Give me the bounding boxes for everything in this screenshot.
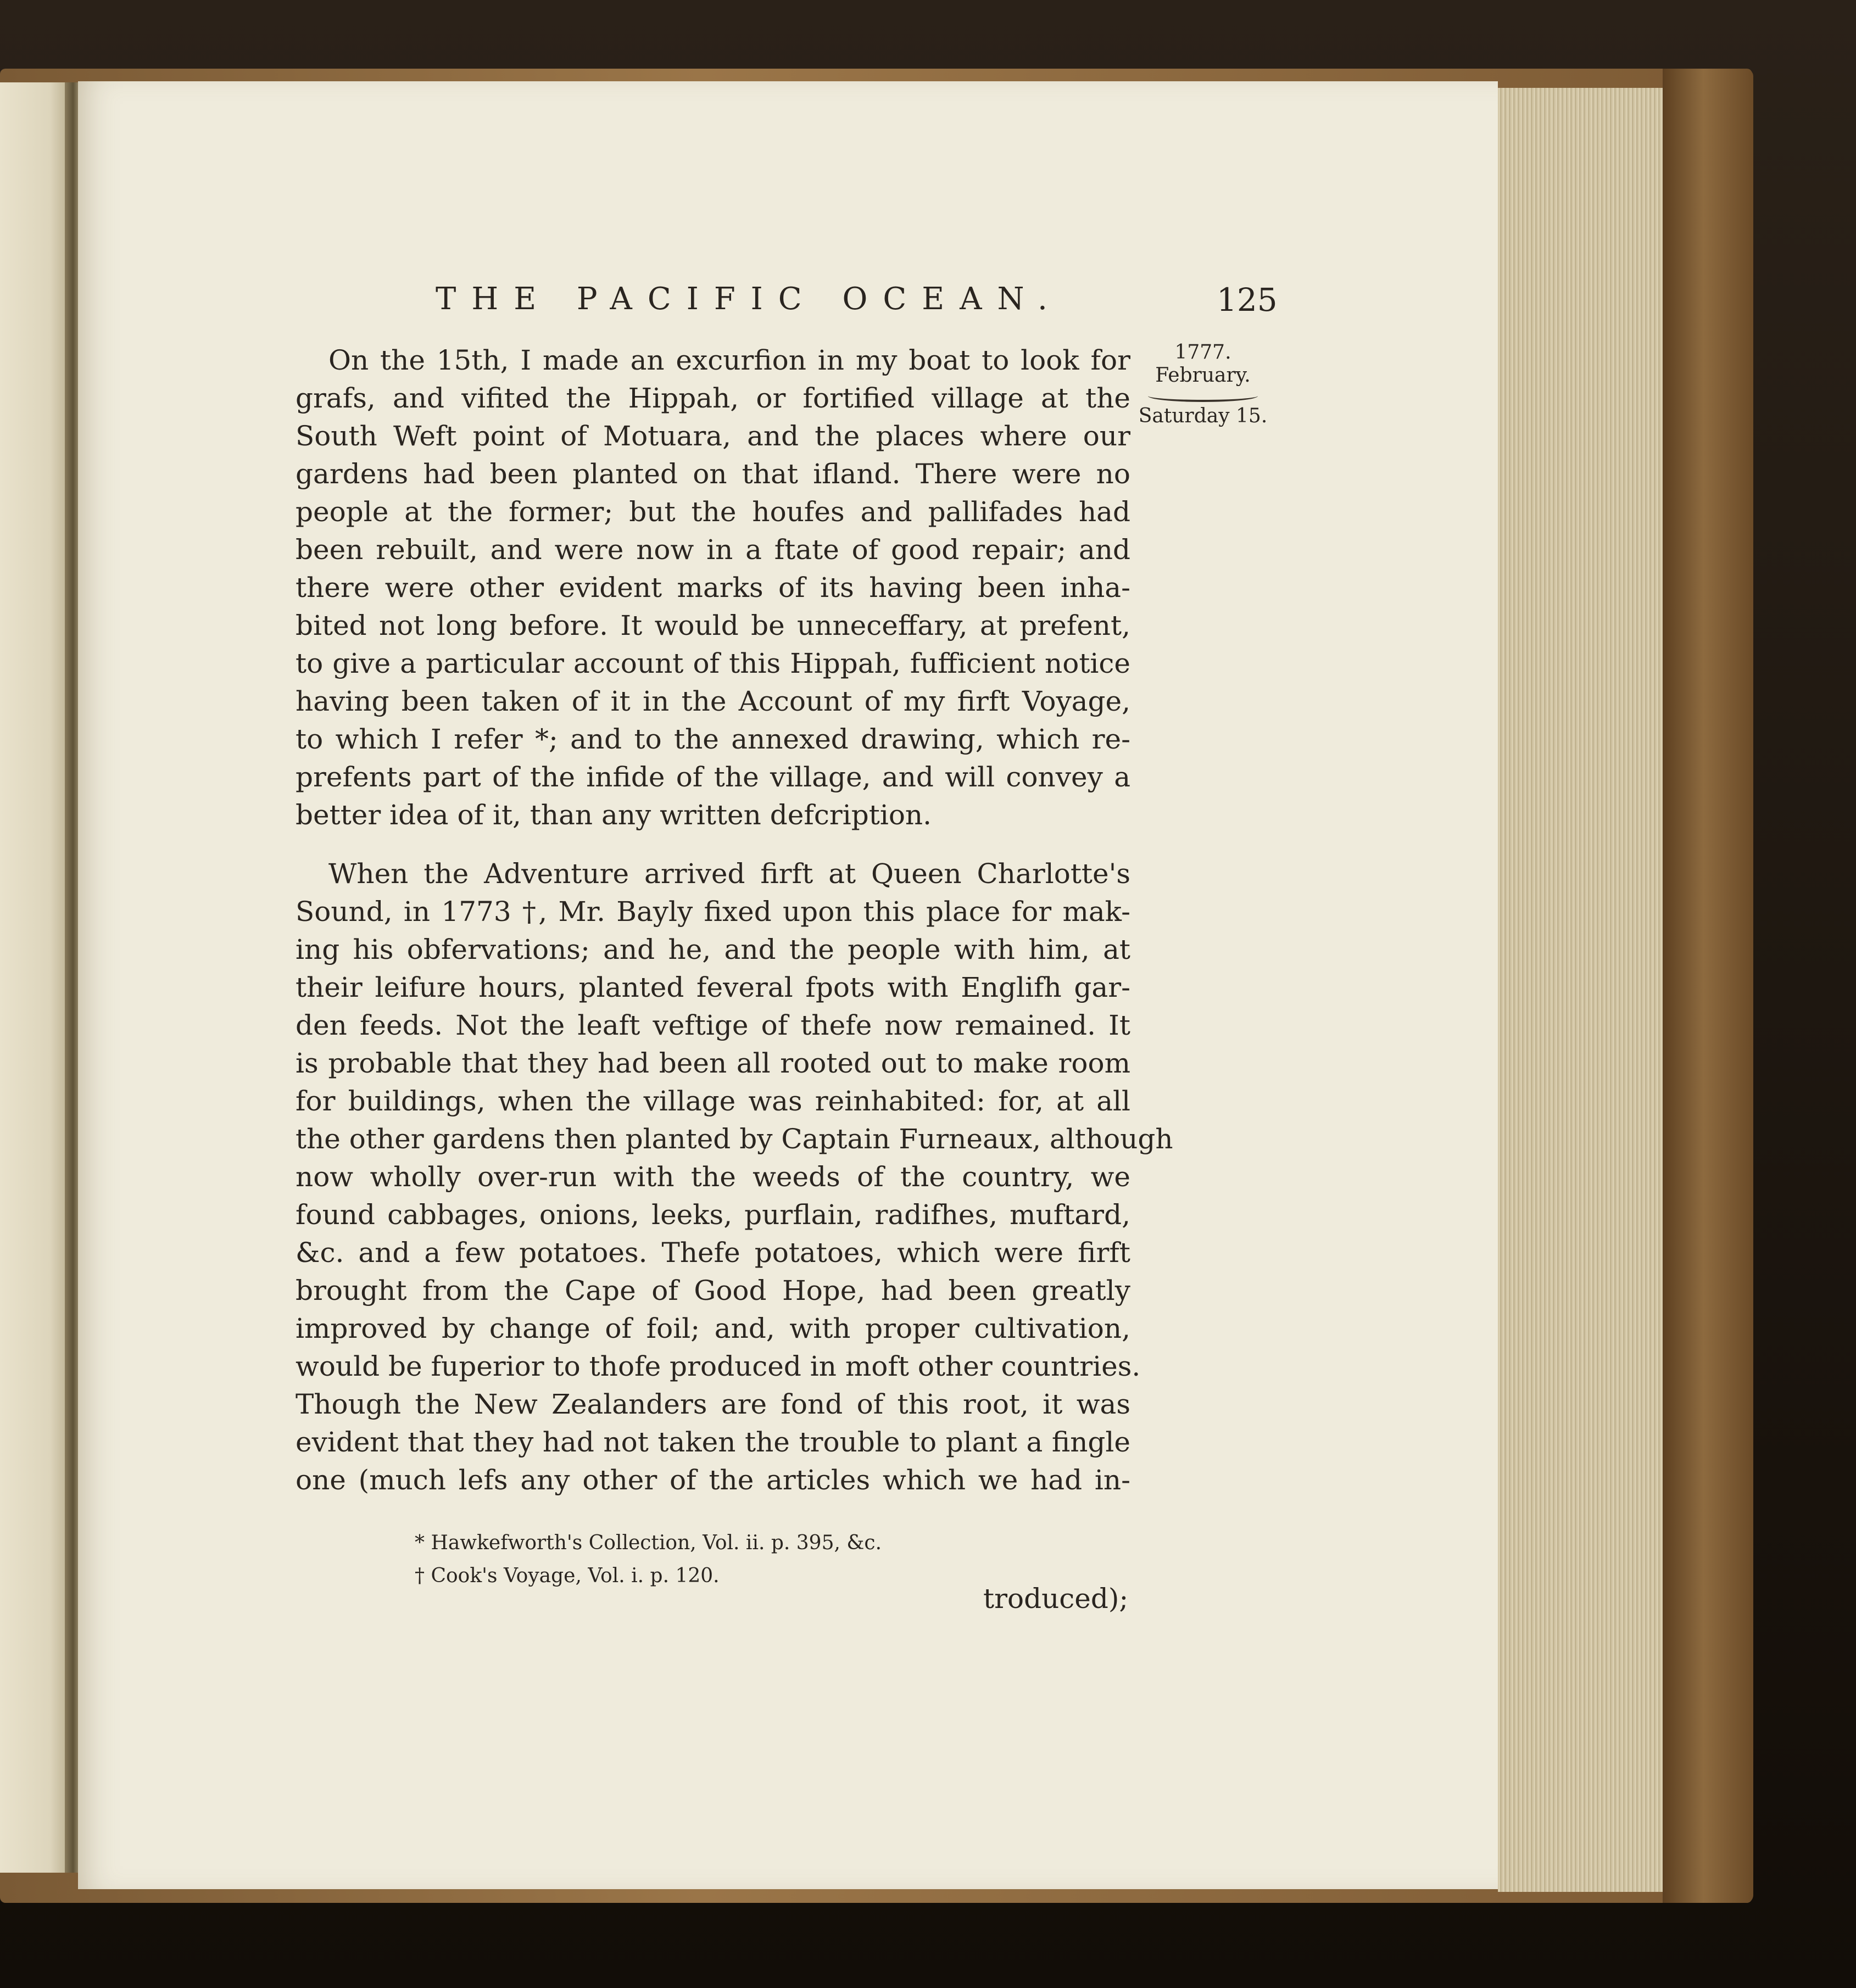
text-line: there were other evident marks of its having been inha- [296,572,1130,604]
text-line: grafs, and vifited the Hippah, or fortified village at the [296,382,1130,414]
text-line: would be fuperior to thofe produced in moft other countries. [296,1350,1141,1382]
text-line: been rebuilt, and were now in a ftate of good repair; and [296,534,1130,566]
running-title: THE PACIFIC OCEAN. [436,281,1063,317]
text-line: the other gardens then planted by Captain Furneaux, although [296,1123,1173,1155]
text-line: better idea of it, than any written defcription. [296,799,932,831]
text-line: now wholly over-run with the weeds of the country, we [296,1161,1130,1193]
body-text [296,342,1173,1499]
footnotes [415,1527,882,1593]
margin-note-brace [1148,390,1258,402]
text-line: gardens had been planted on that ifland. There were no [296,458,1130,490]
text-line: people at the former; but the houfes and pallifades had [296,496,1130,528]
text-line: their leifure hours, planted feveral fpots with Englifh gar- [296,971,1130,1003]
page-number: 125 [1217,281,1278,319]
text-line: improved by change of foil; and, with proper cultivation, [296,1313,1130,1344]
text-line: one (much lefs any other of the articles which we had in- [296,1464,1130,1496]
text-line: prefents part of the infide of the village, and will convey a [296,761,1130,793]
margin-note-day: Saturday 15. [1138,405,1268,427]
text-line: ing his obfervations; and he, and the people with him, at [296,934,1130,965]
text-line: When the Adventure arrived firft at Queen Charlotte's [328,858,1130,890]
text-line: is probable that they had been all rooted out to make room [296,1047,1130,1079]
footnote: * Hawkefworth's Collection, Vol. ii. p. 395, &c. [415,1532,882,1554]
page-fore-edge [1498,88,1663,1892]
text-line: Though the New Zealanders are fond of this root, it was [296,1388,1130,1420]
text-line: Sound, in 1773 †, Mr. Bayly fixed upon this place for mak- [296,896,1130,928]
margin-note-month: February. [1155,364,1251,387]
text-line: bited not long before. It would be unneceffary, at prefent, [296,610,1130,641]
text-line: to give a particular account of this Hippah, fufficient notice [296,647,1130,679]
margin-note-year: 1777. [1174,341,1231,364]
text-line: &c. and a few potatoes. Thefe potatoes, which were firft [296,1237,1130,1269]
text-line: On the 15th, I made an excurfion in my boat to look for [328,344,1130,376]
text-line: evident that they had not taken the trouble to plant a fingle [296,1426,1130,1458]
text-line: having been taken of it in the Account of my firft Voyage, [296,685,1130,717]
footnote: † Cook's Voyage, Vol. i. p. 120. [415,1565,720,1587]
left-page-edge [0,82,71,1873]
margin-note [1137,340,1269,428]
text-line: to which I refer *; and to the annexed drawing, which re- [296,723,1130,755]
text-line: South Weft point of Motuara, and the places where our [296,420,1130,452]
text-line: brought from the Cape of Good Hope, had been greatly [296,1275,1130,1306]
book-binding-edge [1663,69,1753,1903]
text-line: den feeds. Not the leaft veftige of thefe now remained. It [296,1009,1130,1041]
text-line: found cabbages, onions, leeks, purflain, radifhes, muftard, [296,1199,1130,1231]
text-line: for buildings, when the village was reinhabited: for, at all [296,1085,1130,1117]
catchword: troduced); [983,1583,1129,1615]
